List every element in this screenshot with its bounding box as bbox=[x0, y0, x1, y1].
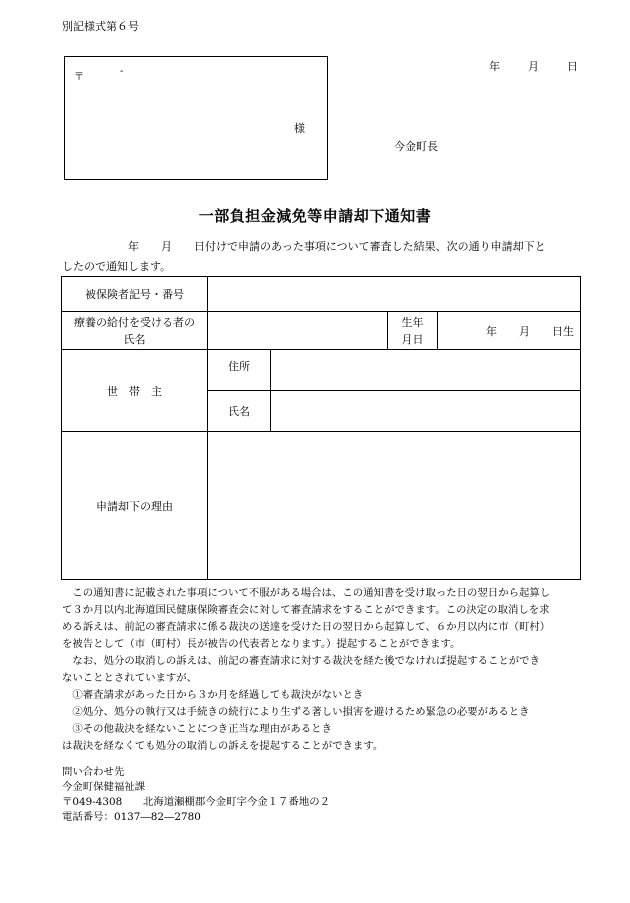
contact-phone: 電話番号：0137―82―2780 bbox=[62, 811, 201, 823]
date-month: 月 bbox=[528, 60, 539, 73]
recipient-name-value bbox=[208, 312, 388, 350]
name-value bbox=[271, 391, 581, 432]
document-title: 一部負担金減免等申請却下通知書 bbox=[198, 207, 432, 225]
notice-line: なお、処分の取消しの訴えは、前記の審査請求に対する裁決を経た後でなければ提起することができ bbox=[62, 655, 540, 667]
insured-number-label: 被保険者記号・番号 bbox=[62, 277, 208, 312]
birth-label-line-2: 月日 bbox=[401, 332, 424, 346]
notice-line: ②処分、処分の執行又は手続きの続行により生ずる著しい損害を避けるため緊急の必要があるとき bbox=[62, 706, 530, 718]
notice-line: て３か月以内北海道国民健康保険審査会に対して審査請求をすることができます。この決定の取消しを求 bbox=[62, 604, 550, 616]
notice-line: める訴えは、前記の審査請求に係る裁決の送達を受けた日の翌日から起算して、６か月以内に市（町村） bbox=[62, 621, 551, 633]
birth-date-value: 年 月 日生 bbox=[438, 312, 581, 350]
notice-line: この通知書に記載された事項について不服がある場合は、この通知書を受け取った日の翌日から起算し bbox=[62, 587, 551, 599]
intro-line-2: したので通知します。 bbox=[62, 260, 172, 273]
notice-line: を被告として（市（町村）長が被告の代表者となります。）提起することができます。 bbox=[62, 638, 461, 650]
appeal-notice bbox=[62, 585, 582, 755]
recipient-label-line-1: 療養の給付を受ける者の bbox=[74, 315, 195, 329]
contact-info bbox=[62, 765, 330, 825]
birth-date-label bbox=[388, 312, 438, 350]
address-box bbox=[64, 56, 328, 180]
date-year: 年 bbox=[489, 60, 500, 73]
household-head-label: 世 帯 主 bbox=[62, 350, 208, 432]
intro-line-1: 年 月 日付けで申請のあった事項について審査した結果、次の通り申請却下と bbox=[128, 240, 546, 253]
reason-label: 申請却下の理由 bbox=[62, 432, 208, 580]
issue-date bbox=[489, 58, 578, 74]
reason-value bbox=[208, 432, 581, 580]
name-label: 氏名 bbox=[208, 391, 271, 432]
issuer: 今金町長 bbox=[394, 140, 438, 153]
birth-label-line-1: 生年 bbox=[401, 315, 424, 329]
honorific: 様 bbox=[294, 122, 305, 135]
postal-dash: - bbox=[120, 66, 124, 77]
postal-mark: 〒 bbox=[74, 72, 84, 83]
application-table bbox=[61, 276, 581, 580]
notice-line: ①審査請求があった日から３か月を経過しても裁決がないとき bbox=[62, 689, 364, 701]
notice-line: は裁決を経なくても処分の取消しの訴えを提起することができます。 bbox=[62, 740, 384, 752]
address-label: 住所 bbox=[208, 350, 271, 391]
contact-address: 〒049-4308 北海道瀬棚郡今金町字今金１７番地の２ bbox=[62, 796, 330, 808]
recipient-name-label bbox=[62, 312, 208, 350]
notice-line: ③その他裁決を経ないことにつき正当な理由があるとき bbox=[62, 723, 332, 735]
contact-department: 今金町保健福祉課 bbox=[62, 781, 146, 793]
recipient-label-line-2: 氏名 bbox=[123, 332, 146, 346]
form-number: 別記様式第６号 bbox=[62, 20, 139, 33]
contact-heading: 問い合わせ先 bbox=[62, 766, 125, 778]
date-day: 日 bbox=[567, 60, 578, 73]
address-value bbox=[271, 350, 581, 391]
insured-number-value bbox=[208, 277, 581, 312]
notice-line: ないこととされていますが、 bbox=[62, 672, 198, 684]
